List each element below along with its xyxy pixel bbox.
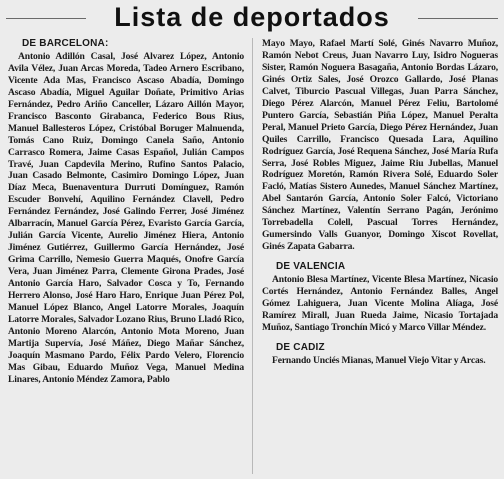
name-list-barcelona: Antonio Adillón Casal, José Alvarez López, Antonio Avila Vélez, Juan Arcas Moreda, Tadeo Arnero Escribano, Vicente Ada Mas, Francisco Ascaso Abadía, Domingo Ascaso Abadía, Miguel Aguilar Doñate, Primitivo Arias Fernández, Pedro Ariño Canceller, Lázaro Aillón Mayor, Francisco Basconto Girabanca, Federico Bous Rius, Manuel Ballesteros López, Cristóbal Boruger Malnuenda, Tomás Cano Ruiz, Domingo Canela Saño, Antonio Carrasco Romera, Jaime Casas Español, Julián Campos Travé, Juan Capdevila Merino, Rufino Santos Palacio, Juan Casado Belmonte, Casimiro Domingo López, Juan Díaz Meca, Buenaventura Durruti Domínguez, Ramón Escuder Bonvehí, Aquilino Fernández Clavell, Pedro Fernández Fernández, José Galindo Ferrer, José Jiménez Albarracín, Manuel García Pérez, Evaristo García García, Julián García Vicente, Aurelio Jiménez Hiera, Antonio Jiménez Gutiérrez, Guillermo García Hernández, José Grima Carrillo, Nemesio Guerra Maqués, Onofre García Vera, Juan Jiménez Parra, Clemente Girona Prades, José Antonio García Haro, Salvador Cosca y To, Fernando Herrero Alonso, José Haro Haro, Enrique Juan Pérez Pol, Manuel López Blanco, Angel Latorre Morales, Joaquín Latorre Morales, Salvador Lozano Rius, Bruno Lladó Rico, Antonio Moreno Alarcón, Antonio Mota Moreno, Juan Martija Supervía, José Máñez, Diego Mañar Sánchez, Joaquín Masmano Pardo, Félix Pardo Velero, Florencio Mas Gibau, Eduardo Muñoz Vega, Manuel Medina Linares, Antonio Méndez Zamora, Pablo xyxy=(8,50,244,385)
name-list-valencia: Antonio Blesa Martínez, Vicente Blesa Martínez, Nicasio Cortés Hernández, Antonio Fernández Balles, Angel Gómez Lahiguera, Juan Vicente Molina Alíaga, José Ramírez Mirall, Juan Rueda Jaime, Nicasio Tortajada Muñoz, Santiago Tronchín Micó y Marco Villar Méndez. xyxy=(262,274,498,333)
section-heading-valencia: DE VALENCIA xyxy=(276,261,346,273)
article-header xyxy=(0,0,504,37)
column-left xyxy=(8,38,244,386)
header-rule-right xyxy=(418,18,498,19)
column-divider xyxy=(252,38,253,474)
article-title: Lista de deportados xyxy=(114,2,390,32)
name-list-barcelona-continued: Mayo Mayo, Rafael Martí Solé, Ginés Navarro Muñoz, Ramón Nebot Creus, Juan Navarro Luy, Isidro Nogueras Sister, Ramón Noguera Basagaña, Antonio Bordas Lázaro, Ginés Ortiz Sales, José Orozco Gallardo, José Planas Calvet, Tiburcio Pascual Villegas, Juan Parra Sánchez, Diego Pérez Alarcón, Manuel Pérez Feliu, Bartolomé Puntero García, Sebastián Piña López, Manuel Peralta Peral, Manuel Prieto García, Diego Pérez Hernández, Juan Quiles Carrillo, Francisco Quesada Lara, Aquilino Rodríguez García, José Requena Sánchez, José María Rufa Serra, José Robles Miguez, Jaime Riu Jubellas, Manuel Rodríguez Moretón, Ramón Rivera Solé, Eduardo Soler Facló, Matías Sistero Aunedes, Manuel Sánchez Martínez, Abel Santarón García, Antonio Soler Falcó, Victoriano Sánchez Martínez, Valentín Serrano Pagán, Jerónimo Torrebadella Colell, Pascual Torres Hernández, Gumersindo Valls Guanyor, Domingo Xiscot Rovellat, Ginés Zapata Gabarra. xyxy=(262,38,498,253)
name-list-cadiz: Fernando Unciés Mianas, Manuel Viejo Vitar y Arcas. xyxy=(272,354,486,366)
column-right xyxy=(262,38,498,367)
section-heading-cadiz: DE CADIZ xyxy=(276,341,325,353)
section-heading-barcelona: DE BARCELONA: xyxy=(22,38,109,49)
